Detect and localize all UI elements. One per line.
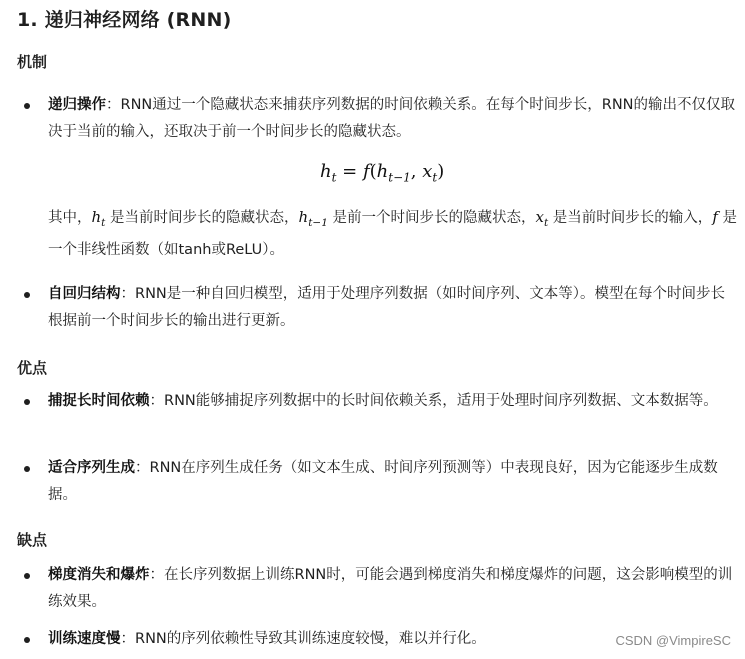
explain-xt-desc: 是当前时间步长的输入， [548, 210, 713, 226]
item-text: 在长序列数据上训练RNN时，可能会遇到梯度消失和梯度爆炸的问题，这会影响模型的训练效果。 [48, 567, 733, 610]
formula-func: f [362, 161, 370, 182]
bullet-dot [24, 292, 30, 298]
list-item-sequence-generation [48, 455, 738, 509]
formula-lhs-var: h [320, 161, 332, 182]
var-htm1-sub: t−1 [308, 217, 328, 229]
formula-arg2-sub: t [432, 170, 438, 185]
var-htm1-letter: h [298, 208, 309, 226]
heading-pros: 优点 [17, 359, 48, 377]
item-term: 递归操作 [48, 97, 106, 113]
explain-htm1-desc: 是前一个时间步长的隐藏状态， [327, 210, 536, 226]
item-sep: ： [149, 393, 164, 409]
var-xt-sub: t [543, 217, 549, 229]
formula-comma: , [410, 161, 423, 182]
csdn-watermark: CSDN @VimpireSC [615, 633, 731, 648]
list-item-autoregressive [48, 281, 738, 335]
section-title: 1. 递归神经网络 (RNN) [17, 9, 232, 31]
item-sep: ： [120, 286, 135, 302]
list-item-slow-training [48, 626, 588, 653]
bullet-dot [24, 103, 30, 109]
item-text: RNN的序列依赖性导致其训练速度较慢，难以并行化。 [135, 631, 486, 647]
var-ht-letter: h [91, 208, 102, 226]
var-ht-sub: t [101, 217, 106, 229]
item-text: RNN通过一个隐藏状态来捕获序列数据的时间依赖关系。在每个时间步长，RNN的输出不仅仅取决于当前的输入，还取决于前一个时间步长的隐藏状态。 [48, 97, 736, 140]
list-item-recursive-op [48, 92, 738, 146]
formula-arg1-sub: t−1 [388, 170, 411, 185]
formula-rnn-update [320, 161, 444, 185]
formula-arg1-var: h [376, 161, 389, 182]
formula-eq: = [336, 161, 363, 182]
item-term: 自回归结构 [48, 286, 121, 302]
item-sep: ： [149, 567, 164, 583]
item-text: RNN能够捕捉序列数据中的长时间依赖关系，适用于处理时间序列数据、文本数据等。 [164, 393, 718, 409]
item-sep: ： [106, 97, 121, 113]
formula-close: ) [437, 161, 445, 182]
item-sep: ： [135, 460, 150, 476]
var-f: f [712, 208, 718, 226]
item-sep: ： [120, 631, 135, 647]
heading-mechanism: 机制 [17, 53, 48, 71]
bullet-dot [24, 637, 30, 643]
explain-f-desc: 是一个非线性函数（如tanh或ReLU）。 [48, 210, 737, 258]
explain-ht-desc: 是当前时间步长的隐藏状态， [105, 210, 299, 226]
bullet-dot [24, 573, 30, 579]
item-text: RNN是一种自回归模型，适用于处理序列数据（如时间序列、文本等）。模型在每个时间步长根据前一个时间步长的输出进行更新。 [48, 286, 726, 329]
item-term: 梯度消失和爆炸 [48, 567, 150, 583]
explain-prefix: 其中， [48, 210, 92, 226]
item-term: 适合序列生成 [48, 460, 135, 476]
item-term: 捕捉长时间依赖 [48, 393, 150, 409]
item-term: 训练速度慢 [48, 631, 121, 647]
formula-lhs-sub: t [331, 170, 337, 185]
var-htm1 [298, 208, 328, 229]
list-item-long-dependency [48, 388, 738, 415]
heading-cons: 缺点 [17, 531, 48, 549]
formula-open: ( [369, 161, 377, 182]
bullet-dot [24, 399, 30, 405]
bullet-dot [24, 466, 30, 472]
formula-explanation [48, 204, 738, 264]
var-xt [535, 208, 549, 229]
item-text: RNN在序列生成任务（如文本生成、时间序列预测等）中表现良好，因为它能逐步生成数据。 [48, 460, 718, 503]
list-item-gradient-issue [48, 562, 738, 616]
formula-arg2-var: x [422, 161, 433, 182]
var-ht [91, 208, 106, 229]
var-xt-letter: x [535, 208, 544, 226]
